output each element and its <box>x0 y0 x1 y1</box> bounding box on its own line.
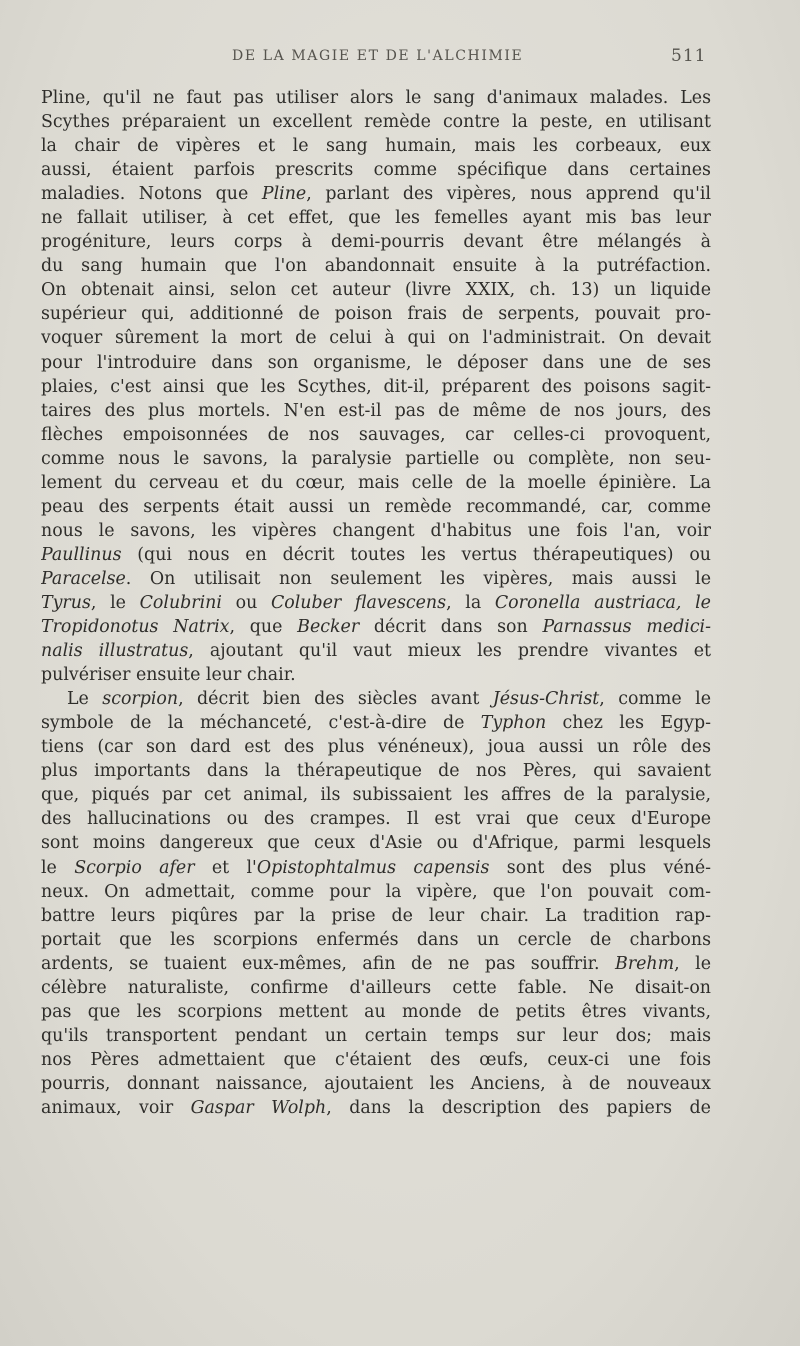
text-line <box>41 735 711 759</box>
text-line <box>41 543 711 567</box>
text-line <box>41 519 711 543</box>
text-line <box>41 591 711 615</box>
text-line <box>41 471 711 495</box>
italic-text: Becker <box>297 617 360 638</box>
text-segment: Scythes préparaient un excellent remède contre la peste, en utilisant <box>41 112 711 133</box>
text-segment: , le <box>90 592 140 613</box>
text-segment: portait que les scorpions enfermés dans un cercle de charbons <box>41 929 711 950</box>
italic-text: Coronella austriaca, le <box>494 592 711 613</box>
text-segment: des hallucinations ou des crampes. Il est vrai que ceux d'Europe <box>41 809 711 830</box>
text-segment: taires des plus mortels. N'en est-il pas de même de nos jours, des <box>41 400 711 421</box>
text-segment: pourris, donnant naissance, ajoutaient les Anciens, à de nouveaux <box>41 1073 711 1094</box>
text-line <box>41 254 711 278</box>
text-line <box>41 687 711 711</box>
text-segment: sont des plus véné- <box>489 857 711 878</box>
text-segment: supérieur qui, additionné de poison frais de serpents, pouvait pro- <box>41 304 711 325</box>
text-segment: , parlant des vipères, nous apprend qu'il <box>306 184 711 205</box>
text-segment: animaux, voir <box>41 1097 191 1118</box>
text-segment: , que <box>229 617 298 638</box>
text-segment: plus importants dans la thérapeutique de nos Pères, qui savaient <box>41 761 711 782</box>
text-segment: , le <box>674 953 711 974</box>
text-line <box>41 615 711 639</box>
text-line <box>41 831 711 855</box>
text-line <box>41 495 711 519</box>
text-segment: ne fallait utiliser, à cet effet, que les femelles ayant mis bas leur <box>41 208 711 229</box>
italic-text: scorpion <box>102 689 179 710</box>
text-line <box>41 86 711 110</box>
italic-text: Colubrini <box>139 592 222 613</box>
text-line <box>41 182 711 206</box>
text-line <box>41 206 711 230</box>
italic-text: Parnassus medici- <box>542 617 711 638</box>
text-segment: pulvériser ensuite leur chair. <box>41 665 296 686</box>
text-line <box>41 134 711 158</box>
running-title: DE LA MAGIE ET DE L'ALCHIMIE <box>232 48 524 64</box>
text-segment: du sang humain que l'on abandonnait ensuite à la putréfaction. <box>41 256 711 277</box>
text-line <box>41 663 711 687</box>
italic-text: Tyrus <box>41 592 91 613</box>
text-line <box>41 302 711 326</box>
text-line <box>41 447 711 471</box>
italic-text: Paullinus <box>41 544 122 565</box>
body-text <box>41 86 711 1120</box>
text-segment: maladies. Notons que <box>41 184 262 205</box>
text-segment: symbole de la méchanceté, c'est-à-dire de <box>41 713 481 734</box>
text-line <box>41 326 711 350</box>
text-line <box>41 399 711 423</box>
text-segment: On obtenait ainsi, selon cet auteur (livre XXIX, ch. 13) un liquide <box>41 280 711 301</box>
italic-text: Pline <box>261 184 307 205</box>
text-line <box>41 880 711 904</box>
text-line <box>41 976 711 1000</box>
italic-text: Typhon <box>480 713 547 734</box>
italic-text: Scorpio afer <box>74 857 195 878</box>
text-line <box>41 928 711 952</box>
text-line <box>41 1096 711 1120</box>
text-segment: que, piqués par cet animal, ils subissaient les affres de la paralysie, <box>41 785 711 806</box>
text-segment: le <box>41 857 75 878</box>
text-segment: qu'ils transportent pendant un certain temps sur leur dos; mais <box>41 1025 711 1046</box>
text-line <box>41 1048 711 1072</box>
text-segment: , dans la description des papiers de <box>326 1097 711 1118</box>
text-segment: neux. On admettait, comme pour la vipère, que l'on pouvait com- <box>41 881 711 902</box>
italic-text: Brehm <box>615 953 675 974</box>
text-segment: pas que les scorpions mettent au monde de petits êtres vivants, <box>41 1001 711 1022</box>
text-segment: plaies, c'est ainsi que les Scythes, dit-il, préparent des poisons sagit- <box>41 376 711 397</box>
text-line <box>41 639 711 663</box>
text-segment: décrit dans son <box>359 617 543 638</box>
text-segment: , décrit bien des siècles avant <box>178 689 493 710</box>
text-line <box>41 856 711 880</box>
text-segment: Pline, qu'il ne faut pas utiliser alors le sang d'animaux malades. Les <box>41 88 711 108</box>
text-segment: chez les Egyp- <box>546 713 711 734</box>
text-segment: flèches empoisonnées de nos sauvages, car celles-ci provoquent, <box>41 424 711 445</box>
text-line <box>41 807 711 831</box>
text-segment: et l' <box>194 857 257 878</box>
text-line <box>41 1024 711 1048</box>
text-segment: comme nous le savons, la paralysie partielle ou complète, non seu- <box>41 448 711 469</box>
text-segment: nous le savons, les vipères changent d'habitus une fois l'an, voir <box>41 520 711 541</box>
text-segment: , comme le <box>599 689 711 710</box>
text-line <box>41 423 711 447</box>
italic-text: Tropidonotus Natrix <box>41 617 230 638</box>
text-line <box>41 711 711 735</box>
text-line <box>41 158 711 182</box>
text-line <box>41 783 711 807</box>
italic-text: Gaspar Wolph <box>190 1097 327 1118</box>
text-segment: . On utilisait non seulement les vipères, mais aussi le <box>125 568 711 589</box>
text-line <box>41 375 711 399</box>
text-line <box>41 759 711 783</box>
text-line <box>41 904 711 928</box>
text-line <box>41 1000 711 1024</box>
text-segment: progéniture, leurs corps à demi-pourris devant être mélangés à <box>41 232 711 253</box>
text-segment: battre leurs piqûres par la prise de leur chair. La tradition rap- <box>41 905 711 926</box>
text-segment: la chair de vipères et le sang humain, mais les corbeaux, eux <box>41 136 711 157</box>
text-segment: aussi, étaient parfois prescrits comme spécifique dans certaines <box>41 160 711 181</box>
running-head <box>0 46 800 74</box>
text-segment: pour l'introduire dans son organisme, le déposer dans une de ses <box>41 352 711 373</box>
text-segment: voquer sûrement la mort de celui à qui on l'administrait. On devait <box>41 328 711 349</box>
text-line <box>41 567 711 591</box>
text-line <box>41 110 711 134</box>
text-segment: peau des serpents était aussi un remède recommandé, car, comme <box>41 496 711 517</box>
text-segment: Le <box>67 689 103 710</box>
italic-text: Opistophtalmus capensis <box>256 857 490 878</box>
text-line <box>41 1072 711 1096</box>
italic-text: Coluber flavescens <box>270 592 447 613</box>
text-segment: (qui nous en décrit toutes les vertus thérapeutiques) ou <box>121 544 711 565</box>
page-number: 511 <box>671 46 707 66</box>
italic-text: nalis illustratus <box>41 641 189 662</box>
text-line <box>41 351 711 375</box>
italic-text: Paracelse <box>41 568 126 589</box>
text-segment: lement du cerveau et du cœur, mais celle de la moelle épinière. La <box>41 472 711 493</box>
text-segment: tiens (car son dard est des plus vénéneux), joua aussi un rôle des <box>41 737 711 758</box>
text-line <box>41 278 711 302</box>
text-segment: ou <box>221 592 271 613</box>
text-segment: , la <box>446 592 495 613</box>
text-segment: nos Pères admettaient que c'étaient des œufs, ceux-ci une fois <box>41 1049 711 1070</box>
text-segment: ardents, se tuaient eux-mêmes, afin de ne pas souffrir. <box>41 953 616 974</box>
italic-text: Jésus-Christ <box>492 689 600 710</box>
text-line <box>41 230 711 254</box>
text-segment: sont moins dangereux que ceux d'Asie ou d'Afrique, parmi lesquels <box>41 833 711 854</box>
text-line <box>41 952 711 976</box>
text-segment: , ajoutant qu'il vaut mieux les prendre vivantes et <box>188 641 711 662</box>
text-segment: célèbre naturaliste, confirme d'ailleurs cette fable. Ne disait-on <box>41 977 711 998</box>
